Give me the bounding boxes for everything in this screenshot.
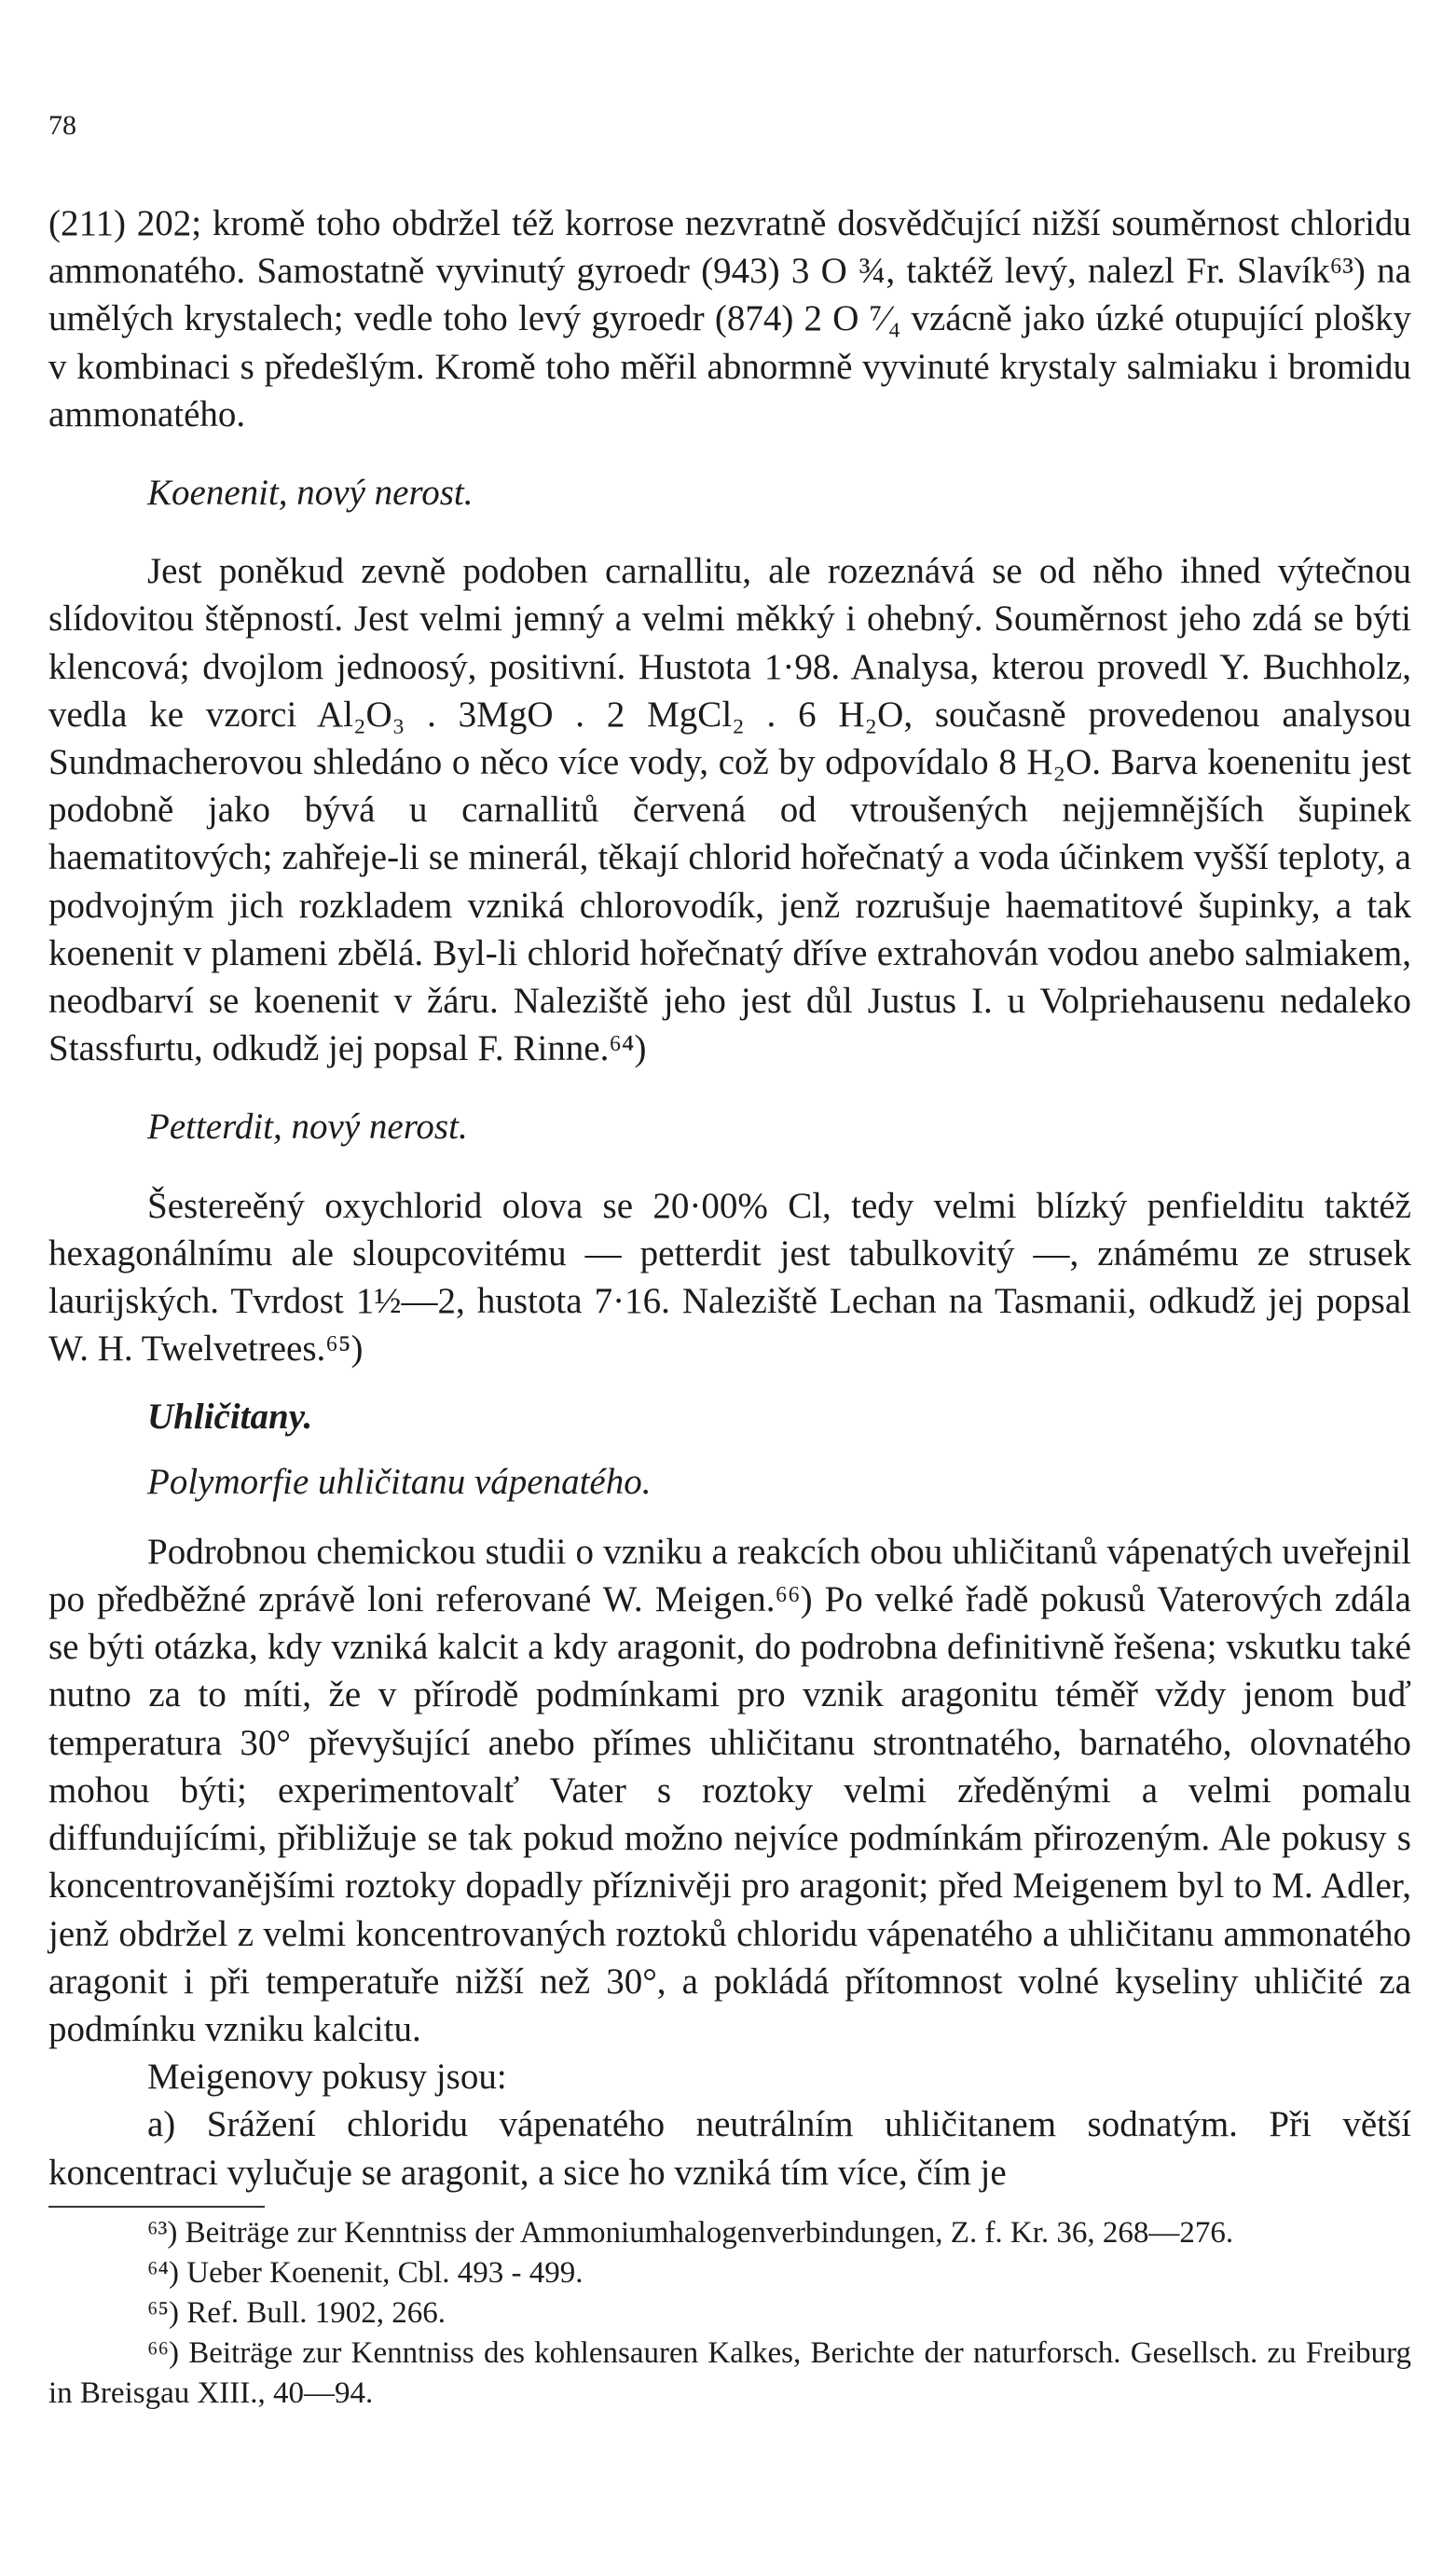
page-number: 78	[48, 110, 76, 141]
footnotes	[48, 2213, 1411, 2414]
paragraph-ammonium-chloride: (211) 202; kromě toho obdržel též korrose nezvratně dosvědčující nižší souměrnost chloridu ammonatého. Samostatně vyvinutý gyroedr (943) 3 O ¾, taktéž levý, nalezl Fr. Slavík⁶³) na umělých krystalech; vedle toho levý gyroedr (874) 2 O ⁷⁄₄ vzácně jako úzké otupující plošky v kombinaci s předešlým. Kromě toho měřil abnormně vyvinuté krystaly salmiaku i bromidu ammonatého.	[48, 203, 1411, 434]
footnote-64: ⁶⁴) Ueber Koenenit, Cbl. 493 - 499.	[147, 2255, 584, 2290]
paragraph-experiment-a: a) Srážení chloridu vápenatého neutrálním uhličitanem sodnatým. Při větší koncentraci vylučuje se aragonit, a sice ho vzniká tím více, čím je	[48, 2104, 1411, 2193]
paragraph-meigen-intro: Meigenovy pokusy jsou:	[147, 2057, 507, 2098]
heading-petterdit: Petterdit, nový nerost.	[147, 1107, 468, 1148]
page-body	[48, 200, 1411, 2414]
footnote-66: ⁶⁶) Beiträge zur Kenntniss des kohlensauren Kalkes, Berichte der naturforsch. Gesellsch. zu Freiburg in Breisgau XIII., 40—94.	[48, 2335, 1411, 2410]
heading-koenenit: Koenenit, nový nerost.	[147, 473, 474, 514]
section-heading-uhlicitany: Uhličitany.	[147, 1397, 313, 1438]
footnote-65: ⁶⁵) Ref. Bull. 1902, 266.	[147, 2295, 446, 2330]
paragraph-petterdit: Šestereěný oxychlorid olova se 20·00% Cl, tedy velmi blízký penfielditu taktéž hexagonálnímu ale sloupcovitému — petterdit jest tabulkovitý —, známému ze strusek laurijských. Tvrdost 1½—2, hustota 7·16. Naleziště Lechan na Tasmanii, odkudž jej popsal W. H. Twelvetrees.⁶⁵)	[48, 1185, 1411, 1370]
paragraph-koenenit: Jest poněkud zevně podoben carnallitu, ale rozeznává se od něho ihned výtečnou slídovitou štěpností. Jest velmi jemný a velmi měkký i ohebný. Souměrnost jeho zdá se býti klencová; dvojlom jednoosý, positivní. Hustota 1·98. Analysa, kterou provedl Y. Buchholz, vedla ke vzorci Al₂O₃ . 3MgO . 2 MgCl₂ . 6 H₂O, současně provedenou analysou Sundmacherovou shledáno o něco více vody, což by odpovídalo 8 H₂O. Barva koenenitu jest podobně jako bývá u carnallitů červená od vtroušených nejjemnějších šupinek haematitových; zahřeje-li se minerál, těkají chlorid hořečnatý a voda účinkem vyšší teploty, a podvojným jich rozkladem vzniká chlorovodík, jenž rozrušuje haematitové šupinky, a tak koenenit v plameni zbělá. Byl-li chlorid hořečnatý dříve extrahován vodou anebo salmiakem, neodbarví se koenenit v žáru. Naleziště jeho jest důl Justus I. u Volpriehausenu nedaleko Stassfurtu, odkudž jej popsal F. Rinne.⁶⁴)	[48, 551, 1411, 1069]
footnote-divider	[48, 2206, 265, 2208]
heading-polymorfie: Polymorfie uhličitanu vápenatého.	[147, 1461, 652, 1502]
footnote-63: ⁶³) Beiträge zur Kenntniss der Ammoniumhalogenverbindungen, Z. f. Kr. 36, 268—276.	[147, 2215, 1234, 2250]
paragraph-polymorfie: Podrobnou chemickou studii o vzniku a reakcích obou uhličitanů vápenatých uveřejnil po předběžné zprávě loni referované W. Meigen.⁶⁶) Po velké řadě pokusů Vaterových zdála se býti otázka, kdy vzniká kalcit a kdy aragonit, do podrobna definitivně řešena; vskutku také nutno za to míti, že v přírodě podmínkami pro vznik aragonitu téměř vždy jenom buď temperatura 30° převyšující anebo přímes uhličitanu strontnatého, barnatého, olovnatého mohou býti; experimentovalť Vater s roztoky velmi zředěnými a velmi pomalu diffundujícími, přibližuje se tak pokud možno nejvíce podmínkám přirozeným. Ale pokusy s koncentrovanějšími roztoky dopadly příznivěji pro aragonit; před Meigenem byl to M. Adler, jenž obdržel z velmi koncentrovaných roztoků chloridu vápenatého a uhličitanu ammonatého aragonit i při temperatuře nižší než 30°, a pokládá přítomnost volné kyseliny uhličité za podmínku vzniku kalcitu.	[48, 1531, 1411, 2049]
